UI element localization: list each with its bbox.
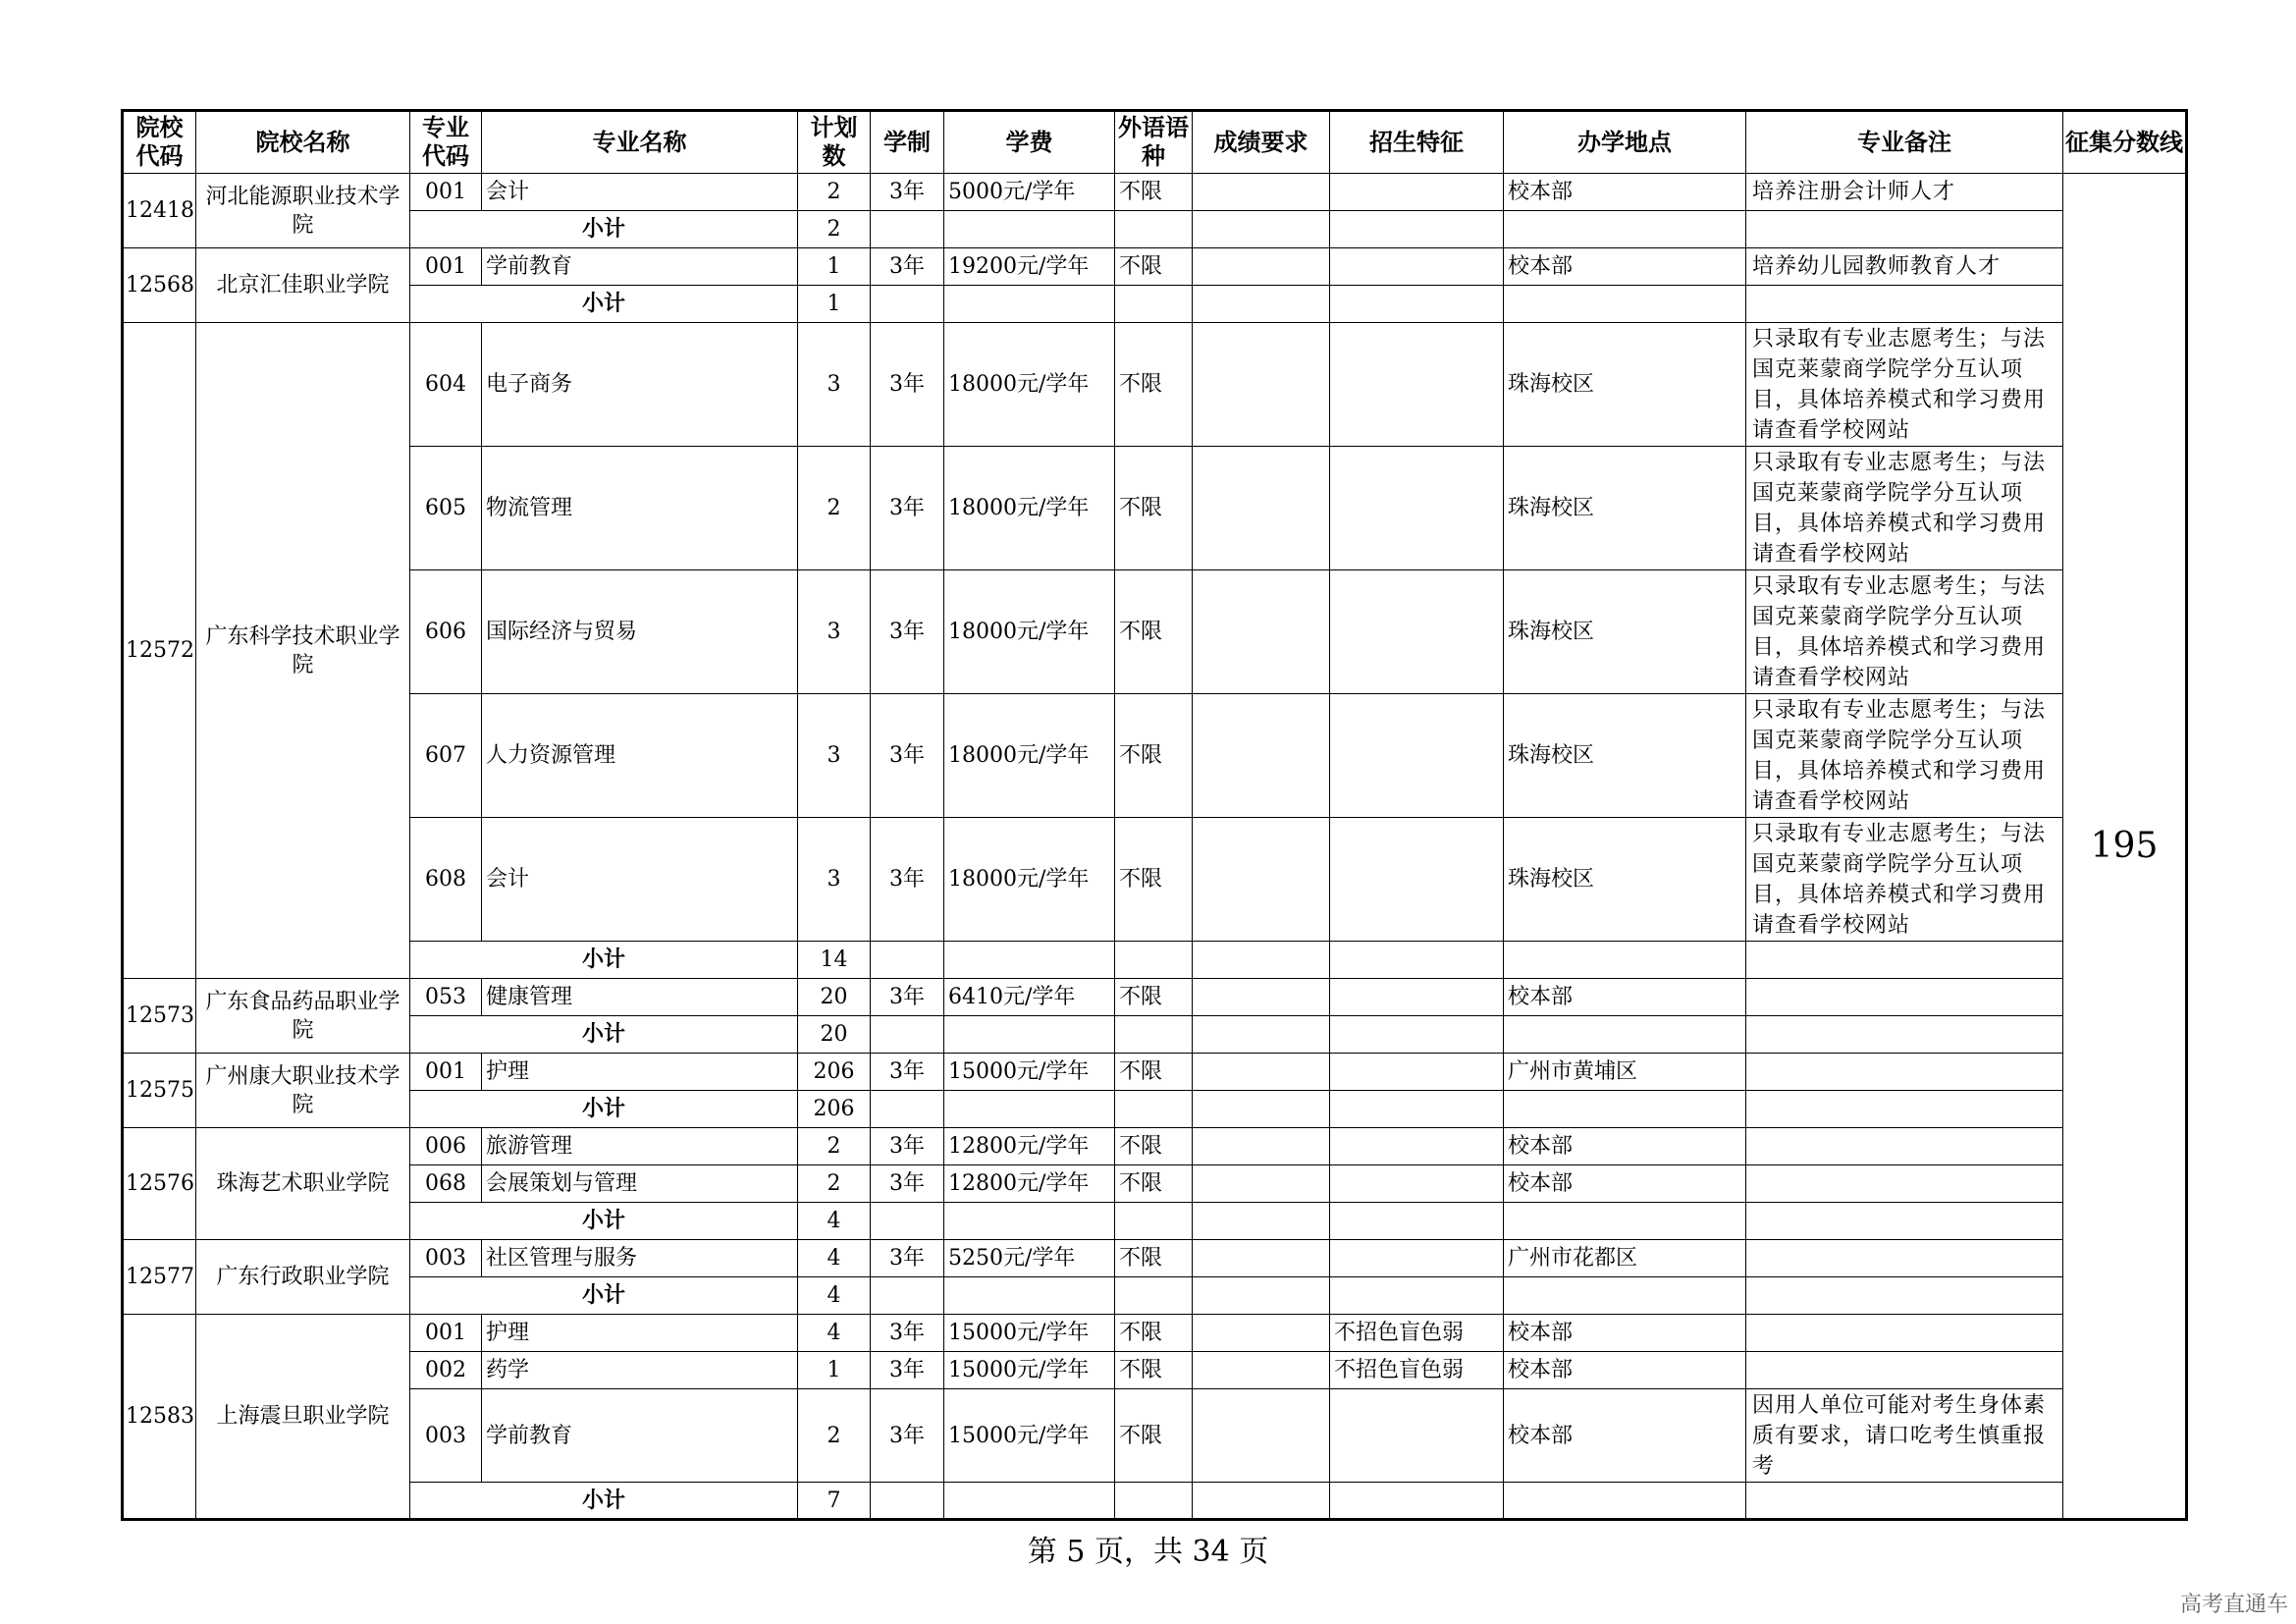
plan-count: 1 [798,1352,871,1389]
page-number: 第 5 页，共 34 页 [1027,1535,1269,1569]
score-requirement [1193,323,1330,447]
tuition-header: 学费 [944,111,1115,174]
enrollment-feature [1330,248,1504,286]
subtotal-row [123,1483,2187,1520]
campus: 珠海校区 [1504,323,1746,447]
empty-cell [1746,211,2063,248]
empty-cell [1746,1277,2063,1315]
major-code: 053 [410,979,482,1016]
duration: 3年 [871,1240,944,1277]
duration: 3年 [871,570,944,694]
major-name: 药学 [482,1352,798,1389]
empty-cell [1504,1016,1746,1054]
duration: 3年 [871,1128,944,1165]
major-name: 社区管理与服务 [482,1240,798,1277]
major-name: 学前教育 [482,248,798,286]
enrollment-feature: 不招色盲色弱 [1330,1315,1504,1352]
school-name: 广东食品药品职业学院 [196,979,410,1054]
major-name: 健康管理 [482,979,798,1016]
score-requirement [1193,174,1330,211]
tuition: 18000元/学年 [944,694,1115,818]
enrollment-feature [1330,1240,1504,1277]
table-row [123,1165,2187,1203]
major-code: 608 [410,818,482,942]
language: 不限 [1115,1165,1193,1203]
plan-count: 2 [798,1128,871,1165]
language: 不限 [1115,1315,1193,1352]
score-requirement [1193,694,1330,818]
major-name: 人力资源管理 [482,694,798,818]
table-row [123,570,2187,694]
empty-cell [1193,1203,1330,1240]
subtotal-label: 小计 [410,211,798,248]
empty-cell [871,1091,944,1128]
duration: 3年 [871,1352,944,1389]
major-note: 培养注册会计师人才 [1746,174,2063,211]
major-name: 护理 [482,1054,798,1091]
enrollment-feature [1330,174,1504,211]
duration-header: 学制 [871,111,944,174]
plan-count: 3 [798,818,871,942]
major-note: 因用人单位可能对考生身体素质有要求，请口吃考生慎重报考 [1746,1389,2063,1483]
empty-cell [944,1091,1115,1128]
empty-cell [1115,1016,1193,1054]
language: 不限 [1115,447,1193,570]
enrollment-feature [1330,1128,1504,1165]
empty-cell [1193,1016,1330,1054]
empty-cell [1330,1483,1504,1520]
major-code-header: 专业代码 [410,111,482,174]
empty-cell [1746,1016,2063,1054]
major-code: 001 [410,1054,482,1091]
score-requirement [1193,1128,1330,1165]
language: 不限 [1115,1352,1193,1389]
major-name: 会计 [482,818,798,942]
empty-cell [1193,286,1330,323]
table-row [123,979,2187,1016]
subtotal-label: 小计 [410,942,798,979]
plan-count: 2 [798,1389,871,1483]
table-row [123,323,2187,447]
major-code: 068 [410,1165,482,1203]
campus: 广州市花都区 [1504,1240,1746,1277]
score-requirement [1193,818,1330,942]
duration: 3年 [871,694,944,818]
empty-cell [1330,1016,1504,1054]
empty-cell [1330,942,1504,979]
subtotal-label: 小计 [410,1483,798,1520]
tuition: 15000元/学年 [944,1352,1115,1389]
school-code: 12418 [123,174,196,248]
empty-cell [1746,942,2063,979]
major-note: 只录取有专业志愿考生；与法国克莱蒙商学院学分互认项目，具体培养模式和学习费用请查看学校网站 [1746,447,2063,570]
table-body [123,174,2187,1520]
score-requirement-header: 成绩要求 [1193,111,1330,174]
major-name: 物流管理 [482,447,798,570]
subtotal-row [123,1203,2187,1240]
tuition: 6410元/学年 [944,979,1115,1016]
tuition: 18000元/学年 [944,447,1115,570]
score-requirement [1193,248,1330,286]
empty-cell [1115,211,1193,248]
school-name: 北京汇佳职业学院 [196,248,410,323]
subtotal-count: 7 [798,1483,871,1520]
tuition: 19200元/学年 [944,248,1115,286]
campus: 校本部 [1504,1389,1746,1483]
plan-count-header: 计划数 [798,111,871,174]
empty-cell [944,1016,1115,1054]
language: 不限 [1115,248,1193,286]
subtotal-row [123,1277,2187,1315]
table-row [123,1315,2187,1352]
duration: 3年 [871,979,944,1016]
enrollment-feature: 不招色盲色弱 [1330,1352,1504,1389]
subtotal-label: 小计 [410,286,798,323]
major-name: 护理 [482,1315,798,1352]
empty-cell [1115,942,1193,979]
school-name: 河北能源职业技术学院 [196,174,410,248]
major-note: 只录取有专业志愿考生；与法国克莱蒙商学院学分互认项目，具体培养模式和学习费用请查看学校网站 [1746,818,2063,942]
enrollment-feature [1330,979,1504,1016]
major-code: 001 [410,174,482,211]
major-note-header: 专业备注 [1746,111,2063,174]
table-header-row [123,111,2187,174]
subtotal-label: 小计 [410,1277,798,1315]
campus: 珠海校区 [1504,818,1746,942]
major-name: 会展策划与管理 [482,1165,798,1203]
school-code: 12577 [123,1240,196,1315]
enrollment-feature-header: 招生特征 [1330,111,1504,174]
major-name: 会计 [482,174,798,211]
subtotal-count: 206 [798,1091,871,1128]
tuition: 18000元/学年 [944,323,1115,447]
plan-count: 1 [798,248,871,286]
empty-cell [871,286,944,323]
empty-cell [944,211,1115,248]
major-note: 只录取有专业志愿考生；与法国克莱蒙商学院学分互认项目，具体培养模式和学习费用请查看学校网站 [1746,694,2063,818]
major-note [1746,1352,2063,1389]
major-code: 606 [410,570,482,694]
major-note [1746,1240,2063,1277]
score-line: 195 [2063,174,2187,1520]
table-row [123,174,2187,211]
score-line-header: 征集分数线 [2063,111,2187,174]
score-requirement [1193,1054,1330,1091]
empty-cell [1330,1277,1504,1315]
language: 不限 [1115,323,1193,447]
campus: 珠海校区 [1504,570,1746,694]
duration: 3年 [871,1165,944,1203]
major-note [1746,1054,2063,1091]
empty-cell [871,211,944,248]
watermark: 高考直通车 [2179,1593,2288,1617]
empty-cell [1330,1203,1504,1240]
language: 不限 [1115,979,1193,1016]
empty-cell [944,1277,1115,1315]
language: 不限 [1115,694,1193,818]
plan-count: 4 [798,1315,871,1352]
plan-count: 3 [798,323,871,447]
empty-cell [1115,1277,1193,1315]
major-note: 只录取有专业志愿考生；与法国克莱蒙商学院学分互认项目，具体培养模式和学习费用请查看学校网站 [1746,570,2063,694]
duration: 3年 [871,447,944,570]
school-code: 12573 [123,979,196,1054]
subtotal-row [123,942,2187,979]
subtotal-count: 14 [798,942,871,979]
campus: 校本部 [1504,979,1746,1016]
plan-count: 206 [798,1054,871,1091]
empty-cell [1504,1483,1746,1520]
campus: 校本部 [1504,174,1746,211]
subtotal-label: 小计 [410,1203,798,1240]
plan-count: 20 [798,979,871,1016]
plan-count: 2 [798,174,871,211]
table-row [123,1128,2187,1165]
empty-cell [944,1483,1115,1520]
score-requirement [1193,447,1330,570]
enrollment-feature [1330,1389,1504,1483]
major-note [1746,1165,2063,1203]
major-name: 国际经济与贸易 [482,570,798,694]
subtotal-count: 20 [798,1016,871,1054]
subtotal-label: 小计 [410,1016,798,1054]
empty-cell [871,1483,944,1520]
score-requirement [1193,1352,1330,1389]
empty-cell [1193,1277,1330,1315]
campus: 校本部 [1504,1352,1746,1389]
campus: 校本部 [1504,1315,1746,1352]
table-row [123,694,2187,818]
empty-cell [944,942,1115,979]
duration: 3年 [871,1315,944,1352]
empty-cell [1115,1203,1193,1240]
empty-cell [1193,1091,1330,1128]
table-row [123,447,2187,570]
empty-cell [871,1277,944,1315]
tuition: 18000元/学年 [944,570,1115,694]
empty-cell [1746,1203,2063,1240]
language: 不限 [1115,1240,1193,1277]
subtotal-count: 2 [798,211,871,248]
major-note [1746,979,2063,1016]
school-name-header: 院校名称 [196,111,410,174]
subtotal-row [123,1091,2187,1128]
major-code: 003 [410,1389,482,1483]
tuition: 5250元/学年 [944,1240,1115,1277]
school-name: 广州康大职业技术学院 [196,1054,410,1128]
school-name: 珠海艺术职业学院 [196,1128,410,1240]
school-code-header: 院校代码 [123,111,196,174]
major-note: 只录取有专业志愿考生；与法国克莱蒙商学院学分互认项目，具体培养模式和学习费用请查看学校网站 [1746,323,2063,447]
empty-cell [944,286,1115,323]
school-name: 广东科学技术职业学院 [196,323,410,979]
school-name: 上海震旦职业学院 [196,1315,410,1520]
subtotal-count: 4 [798,1277,871,1315]
score-requirement [1193,570,1330,694]
language: 不限 [1115,174,1193,211]
duration: 3年 [871,1389,944,1483]
campus: 珠海校区 [1504,694,1746,818]
school-code: 12575 [123,1054,196,1128]
campus: 珠海校区 [1504,447,1746,570]
duration: 3年 [871,323,944,447]
plan-count: 3 [798,570,871,694]
major-name: 旅游管理 [482,1128,798,1165]
major-code: 001 [410,1315,482,1352]
tuition: 12800元/学年 [944,1165,1115,1203]
enrollment-feature [1330,570,1504,694]
table-row [123,818,2187,942]
duration: 3年 [871,248,944,286]
empty-cell [1193,1483,1330,1520]
enrollment-feature [1330,818,1504,942]
school-code: 12572 [123,323,196,979]
duration: 3年 [871,818,944,942]
campus: 校本部 [1504,248,1746,286]
tuition: 18000元/学年 [944,818,1115,942]
enrollment-feature [1330,1165,1504,1203]
tuition: 15000元/学年 [944,1054,1115,1091]
school-name: 广东行政职业学院 [196,1240,410,1315]
empty-cell [1504,1091,1746,1128]
campus-header: 办学地点 [1504,111,1746,174]
major-code: 604 [410,323,482,447]
major-name: 电子商务 [482,323,798,447]
table-row [123,248,2187,286]
plan-count: 2 [798,447,871,570]
empty-cell [1504,211,1746,248]
empty-cell [871,1203,944,1240]
score-requirement [1193,979,1330,1016]
language: 不限 [1115,1389,1193,1483]
empty-cell [1746,1091,2063,1128]
subtotal-row [123,286,2187,323]
score-requirement [1193,1165,1330,1203]
major-code: 001 [410,248,482,286]
empty-cell [1330,286,1504,323]
campus: 校本部 [1504,1128,1746,1165]
major-note: 培养幼儿园教师教育人才 [1746,248,2063,286]
duration: 3年 [871,174,944,211]
table-row [123,1054,2187,1091]
plan-count: 4 [798,1240,871,1277]
empty-cell [1504,1277,1746,1315]
school-code: 12576 [123,1128,196,1240]
language: 不限 [1115,570,1193,694]
language: 不限 [1115,818,1193,942]
enrollment-feature [1330,1054,1504,1091]
school-code: 12568 [123,248,196,323]
empty-cell [1330,1091,1504,1128]
score-requirement [1193,1389,1330,1483]
subtotal-row [123,211,2187,248]
major-code: 607 [410,694,482,818]
enrollment-feature [1330,323,1504,447]
table-row [123,1352,2187,1389]
admission-table [121,109,2188,1521]
empty-cell [871,1016,944,1054]
major-name-header: 专业名称 [482,111,798,174]
subtotal-row [123,1016,2187,1054]
school-code: 12583 [123,1315,196,1520]
enrollment-feature [1330,447,1504,570]
empty-cell [1193,211,1330,248]
empty-cell [1504,286,1746,323]
table-row [123,1389,2187,1483]
empty-cell [1746,286,2063,323]
major-code: 006 [410,1128,482,1165]
plan-count: 3 [798,694,871,818]
empty-cell [1115,1483,1193,1520]
language-header: 外语语种 [1115,111,1193,174]
major-code: 003 [410,1240,482,1277]
empty-cell [1504,942,1746,979]
table-row [123,1240,2187,1277]
score-requirement [1193,1240,1330,1277]
empty-cell [1193,942,1330,979]
major-note [1746,1128,2063,1165]
subtotal-count: 4 [798,1203,871,1240]
duration: 3年 [871,1054,944,1091]
plan-count: 2 [798,1165,871,1203]
empty-cell [1115,1091,1193,1128]
language: 不限 [1115,1054,1193,1091]
major-code: 002 [410,1352,482,1389]
campus: 广州市黄埔区 [1504,1054,1746,1091]
subtotal-label: 小计 [410,1091,798,1128]
empty-cell [1330,211,1504,248]
tuition: 15000元/学年 [944,1389,1115,1483]
enrollment-feature [1330,694,1504,818]
major-name: 学前教育 [482,1389,798,1483]
empty-cell [944,1203,1115,1240]
major-code: 605 [410,447,482,570]
major-note [1746,1315,2063,1352]
tuition: 15000元/学年 [944,1315,1115,1352]
subtotal-count: 1 [798,286,871,323]
empty-cell [1504,1203,1746,1240]
tuition: 5000元/学年 [944,174,1115,211]
empty-cell [871,942,944,979]
language: 不限 [1115,1128,1193,1165]
tuition: 12800元/学年 [944,1128,1115,1165]
score-requirement [1193,1315,1330,1352]
campus: 校本部 [1504,1165,1746,1203]
empty-cell [1746,1483,2063,1520]
empty-cell [1115,286,1193,323]
